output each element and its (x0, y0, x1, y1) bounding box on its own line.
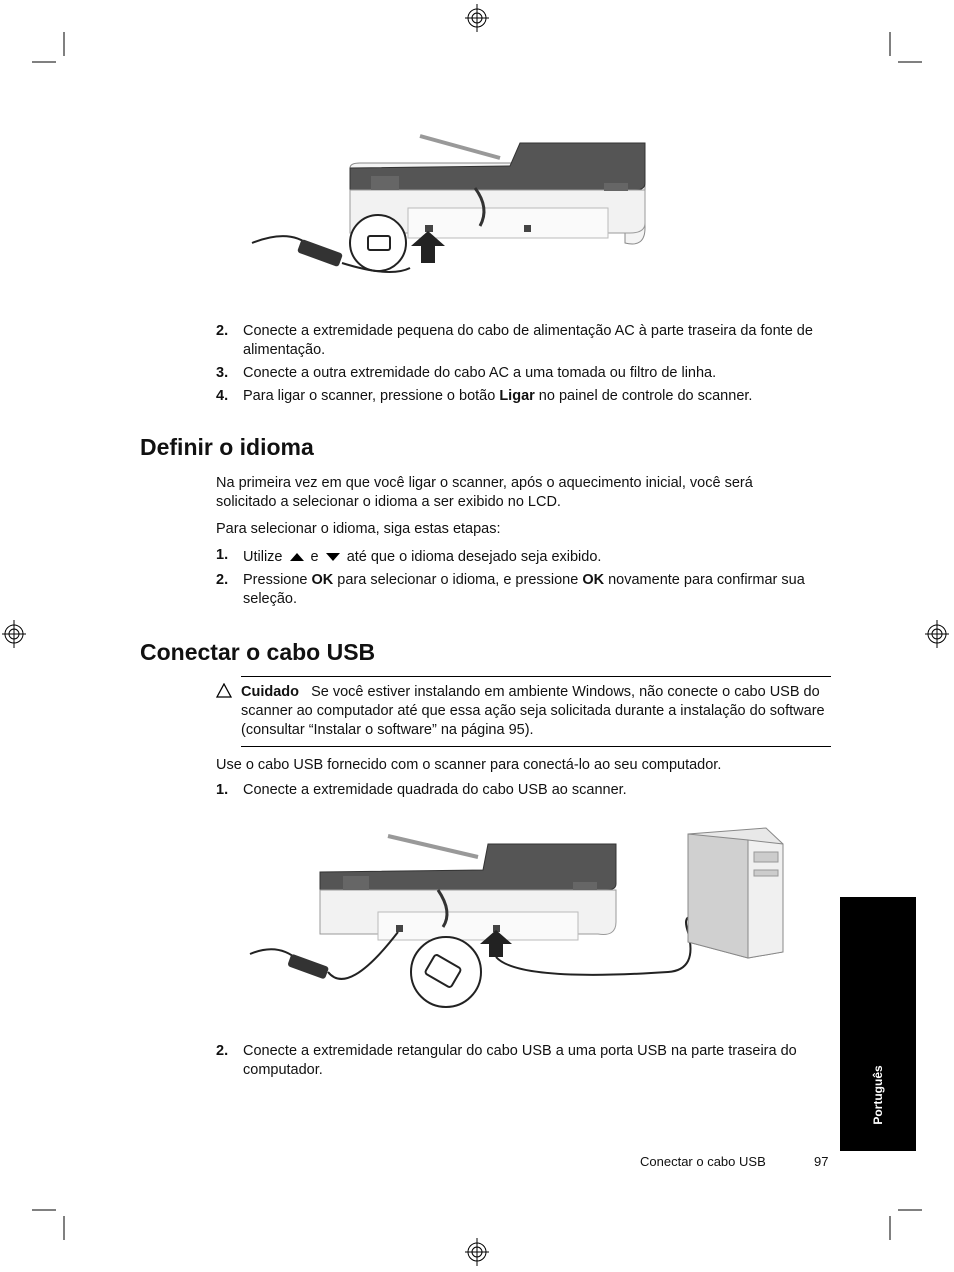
down-arrow-icon (326, 553, 340, 561)
page-number: 97 (814, 1154, 829, 1169)
step-number: 1. (216, 547, 229, 563)
step-text (243, 548, 836, 567)
ligar-button-name: Ligar (499, 388, 535, 404)
text-segment: e (310, 549, 319, 565)
caution-text: Se você estiver instalando em ambiente Windows, não conecte o cabo USB do scanner ao computador até que essa ação seja solicitada durante a instalação do software (consultar “Instalar o software” na página 95). (241, 684, 825, 738)
step-number: 1. (216, 782, 229, 798)
section-title-language: Definir o idioma (140, 434, 314, 460)
text-segment: novamente para confirmar sua seleção. (243, 572, 805, 607)
caution-bottom-rule (241, 746, 831, 747)
language-intro-paragraph: Na primeira vez em que você ligar o scanner, após o aquecimento inicial, você será solicitado a selecionar o idioma a ser exibido no LCD. (216, 475, 753, 510)
registration-mark-bottom (465, 1238, 489, 1266)
text-segment: no painel de controle do scanner. (534, 388, 753, 404)
up-arrow-icon (290, 553, 304, 561)
text-segment: para selecionar o idioma, e pressione (333, 572, 583, 588)
caution-triangle-icon (216, 683, 232, 698)
footer-section-name: Conectar o cabo USB (640, 1154, 766, 1169)
language-steps-intro: Para selecionar o idioma, siga estas etapas: (216, 521, 501, 537)
step-text: Conecte a extremidade retangular do cabo USB a uma porta USB na parte traseira do computador. (243, 1043, 797, 1078)
power-step-4 (216, 387, 836, 406)
section-title-usb: Conectar o cabo USB (140, 639, 376, 665)
text-segment: até que o idioma desejado seja exibido. (346, 549, 602, 565)
step-number: 2. (216, 572, 229, 588)
language-tab-label: Português (871, 1065, 885, 1125)
text-segment: Utilize (243, 549, 283, 565)
language-side-tab (840, 897, 916, 1151)
power-step-2 (216, 322, 836, 360)
usb-step-2 (216, 1042, 836, 1080)
language-step-2 (216, 571, 836, 609)
power-connection-illustration (250, 128, 650, 288)
usb-step-1 (216, 781, 836, 800)
step-number: 4. (216, 388, 229, 404)
registration-mark-right (925, 620, 949, 648)
text-segment: Para ligar o scanner, pressione o botão (243, 388, 500, 404)
step-number: 2. (216, 323, 229, 339)
step-number: 2. (216, 1043, 229, 1059)
step-text: Conecte a extremidade pequena do cabo de alimentação AC à parte traseira da fonte de alimentação. (243, 323, 813, 358)
language-step-1 (216, 548, 836, 567)
usb-intro-paragraph: Use o cabo USB fornecido com o scanner para conectá-lo ao seu computador. (216, 757, 722, 773)
ok-button-name: OK (582, 572, 605, 588)
usb-connection-illustration (248, 822, 793, 1012)
caution-top-rule (241, 676, 831, 677)
step-number: 3. (216, 365, 229, 381)
caution-note (241, 683, 831, 740)
text-segment: Pressione (243, 572, 312, 588)
caution-label: Cuidado (241, 684, 299, 700)
registration-mark-top (465, 4, 489, 32)
registration-mark-left (2, 620, 26, 648)
step-text (243, 387, 836, 406)
step-text: Conecte a extremidade quadrada do cabo USB ao scanner. (243, 782, 627, 798)
step-text (243, 571, 836, 609)
step-text: Conecte a outra extremidade do cabo AC a uma tomada ou filtro de linha. (243, 365, 717, 381)
power-step-3 (216, 364, 836, 383)
ok-button-name: OK (311, 572, 334, 588)
